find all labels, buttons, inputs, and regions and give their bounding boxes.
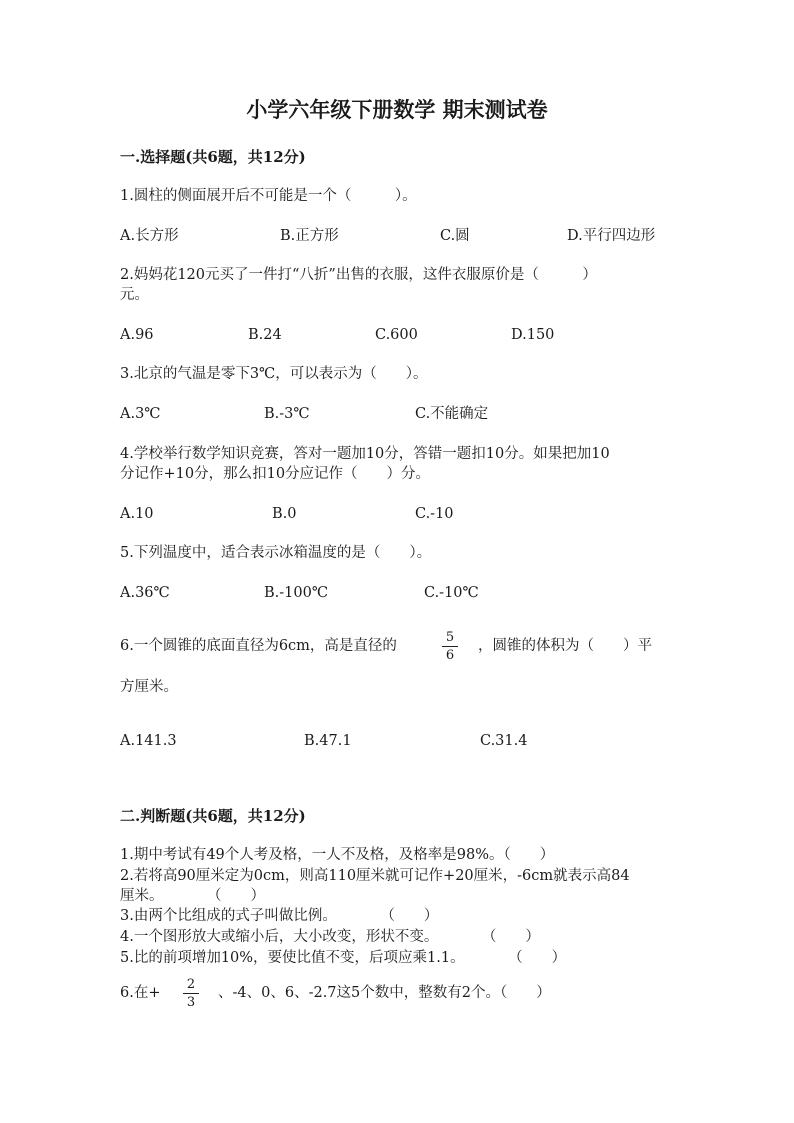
q6-option-c: C.31.4 <box>480 733 528 749</box>
judge-item-2-line2: 厘米。 （ ） <box>120 888 265 904</box>
q6-fraction-numerator: 5 <box>445 630 455 645</box>
q6-option-a: A.141.3 <box>120 733 177 749</box>
q6-stem-line2: 方厘米。 <box>120 679 178 695</box>
q1-option-d: D.平行四边形 <box>567 228 656 244</box>
q2-stem-line2: 元。 <box>120 287 149 303</box>
q5-stem: 5.下列温度中，适合表示冰箱温度的是（ ）。 <box>120 545 432 561</box>
q4-option-c: C.-10 <box>415 506 454 522</box>
judge-item-6-part1: 6.在+ <box>120 985 161 1001</box>
q5-option-c: C.-10℃ <box>424 585 479 601</box>
q1-option-a: A.长方形 <box>120 228 179 244</box>
q5-option-a: A.36℃ <box>120 585 170 601</box>
judge-item-6-fraction <box>181 977 201 1010</box>
judge-item-6-part2: 、-4、0、6、-2.7这5个数中，整数有2个。（ ） <box>218 985 551 1001</box>
judge-item-5: 5.比的前项增加10%，要使比值不变，后项应乘1.1。 （ ） <box>120 950 567 966</box>
fraction-bar <box>442 646 458 647</box>
q3-option-b: B.-3℃ <box>264 406 310 422</box>
q4-stem-line1: 4.学校举行数学知识竞赛，答对一题加10分，答错一题扣10分。如果把加10 <box>120 446 610 462</box>
judge-item-1: 1.期中考试有49个人考及格，一人不及格，及格率是98%。（ ） <box>120 847 555 863</box>
q2-option-d: D.150 <box>511 327 555 343</box>
q4-option-b: B.0 <box>272 506 297 522</box>
q5-option-b: B.-100℃ <box>264 585 329 601</box>
q4-option-a: A.10 <box>120 506 154 522</box>
judge-item-3: 3.由两个比组成的式子叫做比例。 （ ） <box>120 908 439 924</box>
q6-option-b: B.47.1 <box>304 733 352 749</box>
q6-stem-part1: 6.一个圆锥的底面直径为6cm，高是直径的 <box>120 638 397 654</box>
fraction-bar <box>183 993 199 994</box>
q4-stem-line2: 分记作+10分，那么扣10分应记作（ ）分。 <box>120 466 431 482</box>
q1-stem: 1.圆柱的侧面展开后不可能是一个（ ）。 <box>120 188 417 204</box>
judge-item-2-line1: 2.若将高90厘米定为0cm，则高110厘米就可记作+20厘米，-6cm就表示高84 <box>120 868 630 884</box>
q2-option-b: B.24 <box>248 327 282 343</box>
q2-stem-line1: 2.妈妈花120元买了一件打“八折”出售的衣服，这件衣服原价是（ ） <box>120 267 597 283</box>
q6-fraction <box>440 630 460 663</box>
q3-stem: 3.北京的气温是零下3℃，可以表示为（ ）。 <box>120 366 428 382</box>
q1-option-b: B.正方形 <box>280 228 339 244</box>
section2-header: 二.判断题(共6题，共12分) <box>120 807 306 825</box>
page-title: 小学六年级下册数学 期末测试卷 <box>246 97 548 122</box>
judge-item-6-fraction-denominator: 3 <box>186 995 196 1010</box>
q3-option-a: A.3℃ <box>120 406 161 422</box>
q2-option-c: C.600 <box>375 327 418 343</box>
q3-option-c: C.不能确定 <box>415 406 489 422</box>
section1-header: 一.选择题(共6题，共12分) <box>120 148 306 166</box>
q6-stem-part2: ，圆锥的体积为（ ）平 <box>478 638 652 654</box>
judge-item-4: 4.一个图形放大或缩小后，大小改变，形状不变。 （ ） <box>120 929 540 945</box>
q1-option-c: C.圆 <box>440 228 470 244</box>
q6-fraction-denominator: 6 <box>445 648 455 663</box>
judge-item-6-fraction-numerator: 2 <box>186 977 196 992</box>
q2-option-a: A.96 <box>120 327 154 343</box>
